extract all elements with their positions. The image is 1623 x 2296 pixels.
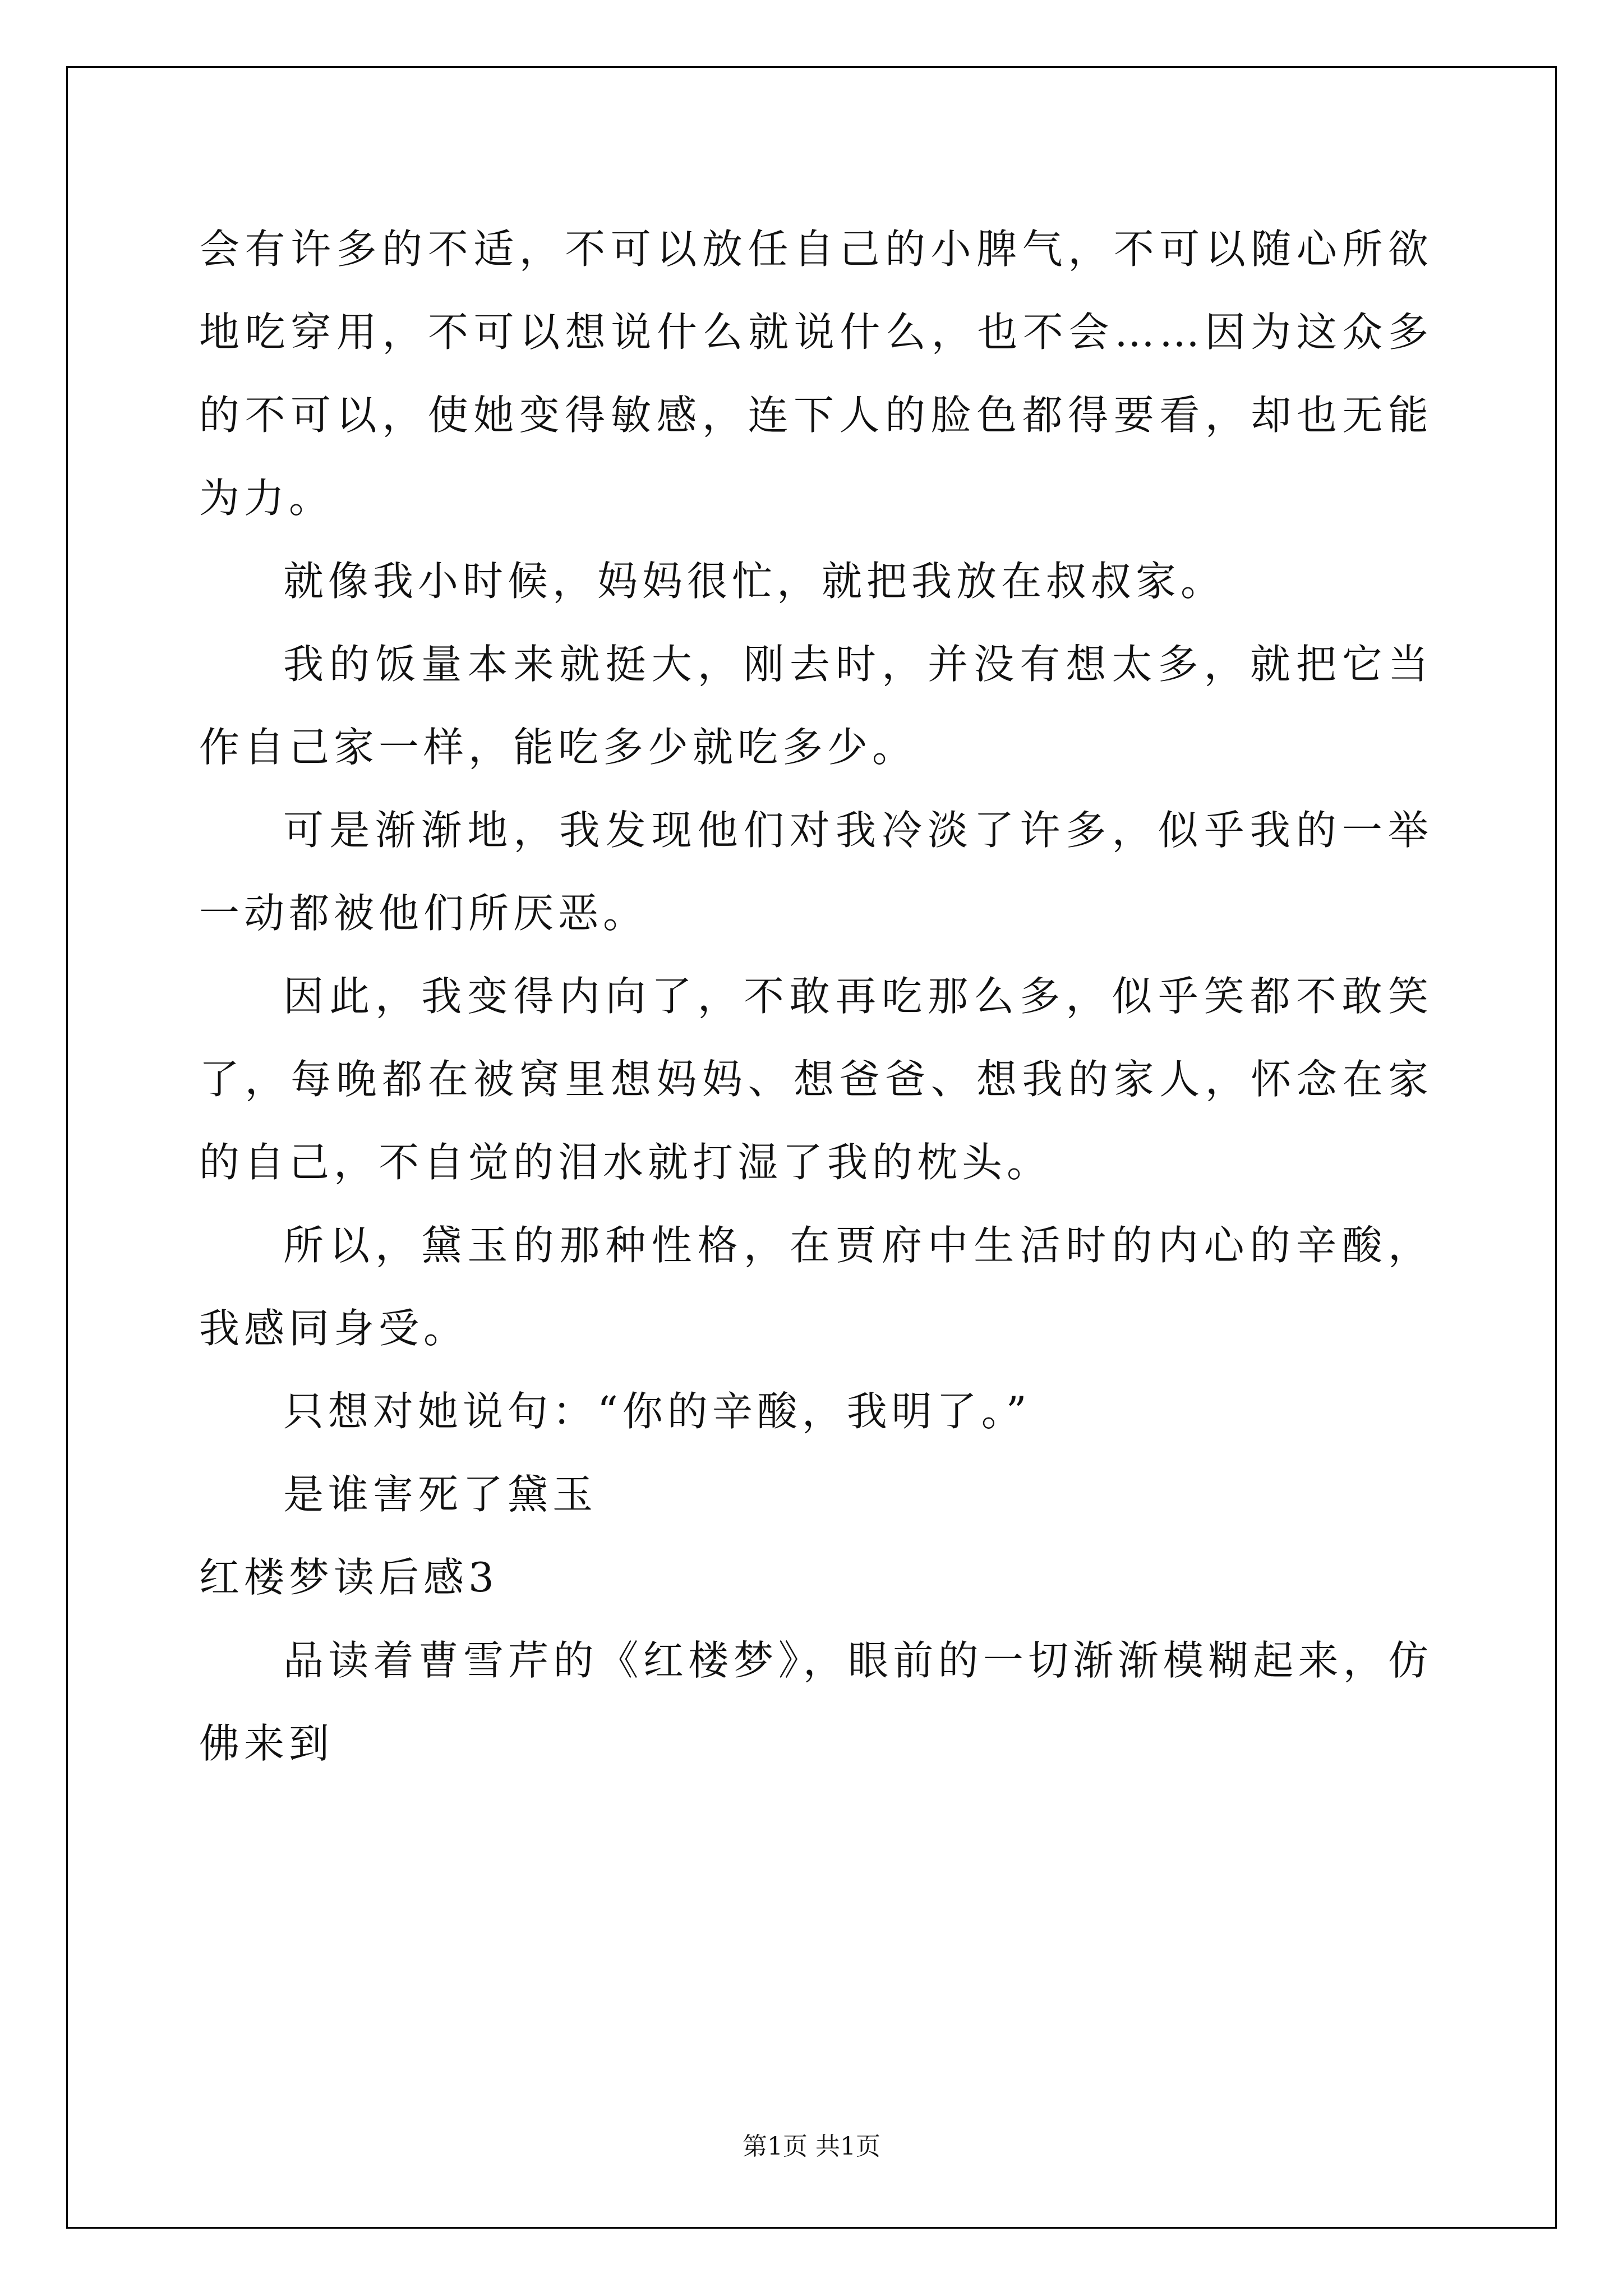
paragraph: 只想对她说句：“你的辛酸，我明了。”	[283, 1388, 1031, 1435]
paragraph: 品读着曹雪芹的《红楼梦》，眼前的一切渐渐模糊起来，仿佛来到	[199, 1637, 1433, 1767]
paragraph: 我的饭量本来就挺大，刚去时，并没有想太多，就把它当作自己家一样，能吃多少就吃多少。	[199, 641, 1433, 771]
paragraph: 所以，黛玉的那种性格，在贾府中生活时的内心的辛酸，我感同身受。	[199, 1222, 1433, 1352]
paragraph: 可是渐渐地，我发现他们对我冷淡了许多，似乎我的一举一动都被他们所厌恶。	[199, 807, 1433, 937]
page-footer: 第1页 共1页	[743, 2132, 880, 2161]
document-body	[199, 208, 1433, 1785]
paragraph: 会有许多的不适，不可以放任自己的小脾气，不可以随心所欲地吃穿用，不可以想说什么就说什么，也不会……因为这众多的不可以，使她变得敏感，连下人的脸色都得要看，却也无能为力。	[199, 226, 1433, 522]
section-heading: 红楼梦读后感3	[199, 1554, 499, 1601]
paragraph: 就像我小时候，妈妈很忙，就把我放在叔叔家。	[283, 558, 1226, 605]
paragraph: 因此，我变得内向了，不敢再吃那么多，似乎笑都不敢笑了，每晚都在被窝里想妈妈、想爸爸、想我的家人，怀念在家的自己，不自觉的泪水就打湿了我的枕头。	[199, 973, 1433, 1186]
paragraph: 是谁害死了黛玉	[283, 1471, 598, 1518]
